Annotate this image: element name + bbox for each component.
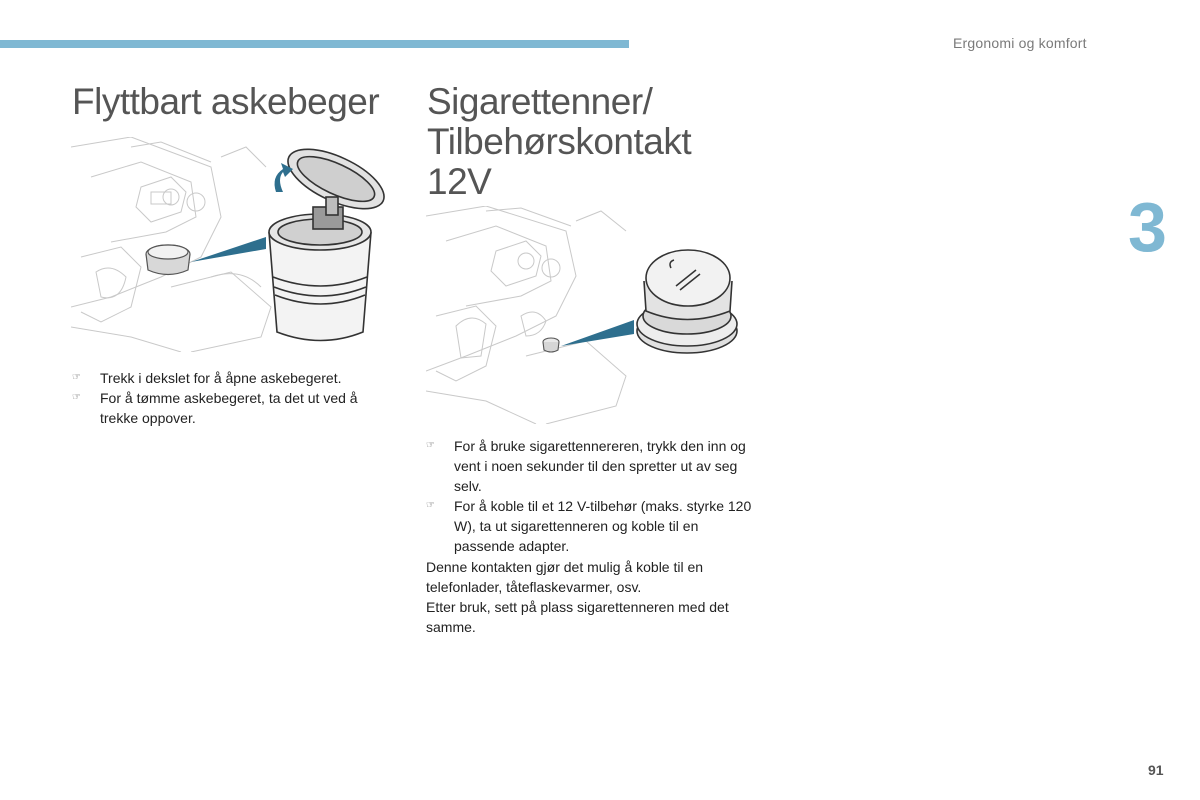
paragraph: Etter bruk, sett på plass sigarettenneren med det samme. [426, 599, 729, 635]
header-accent-bar [0, 40, 629, 48]
list-item-text: For å koble til et 12 V-tilbehør (maks. styrke 120 W), ta ut sigarettenneren og koble til en passende adapter. [454, 498, 752, 554]
lighter-heading [427, 82, 747, 202]
heading-line: 12V [427, 161, 492, 202]
removable-ashtray-illustration [71, 137, 391, 352]
page-number: 91 [1148, 762, 1164, 778]
chapter-number: 3 [1128, 188, 1167, 266]
ashtray-instructions [72, 368, 382, 428]
list-item-text: Trekk i dekslet for å åpne askebegeret. [100, 370, 342, 386]
heading-line: Tilbehørskontakt [427, 121, 692, 162]
pointing-hand-icon: ☞ [426, 500, 435, 511]
list-item [426, 496, 756, 556]
pointing-hand-icon: ☞ [72, 392, 81, 403]
list-item-text: For å tømme askebegeret, ta det ut ved å trekke oppover. [100, 390, 358, 426]
lighter-notes [426, 557, 756, 637]
heading-line: Sigarettenner/ [427, 81, 653, 122]
ashtray-heading: Flyttbart askebeger [72, 81, 380, 122]
list-item [72, 388, 382, 428]
pointing-hand-icon: ☞ [72, 372, 81, 383]
section-label: Ergonomi og komfort [953, 35, 1087, 51]
list-item [426, 436, 756, 496]
paragraph: Denne kontakten gjør det mulig å koble til en telefonlader, tåteflaskevarmer, osv. [426, 559, 704, 595]
lighter-instructions [426, 436, 756, 556]
list-item [72, 368, 382, 388]
list-item-text: For å bruke sigarettennereren, trykk den inn og vent i noen sekunder til den spretter ut av seg selv. [454, 438, 746, 494]
pointing-hand-icon: ☞ [426, 440, 435, 451]
cigarette-lighter-illustration [426, 206, 746, 424]
